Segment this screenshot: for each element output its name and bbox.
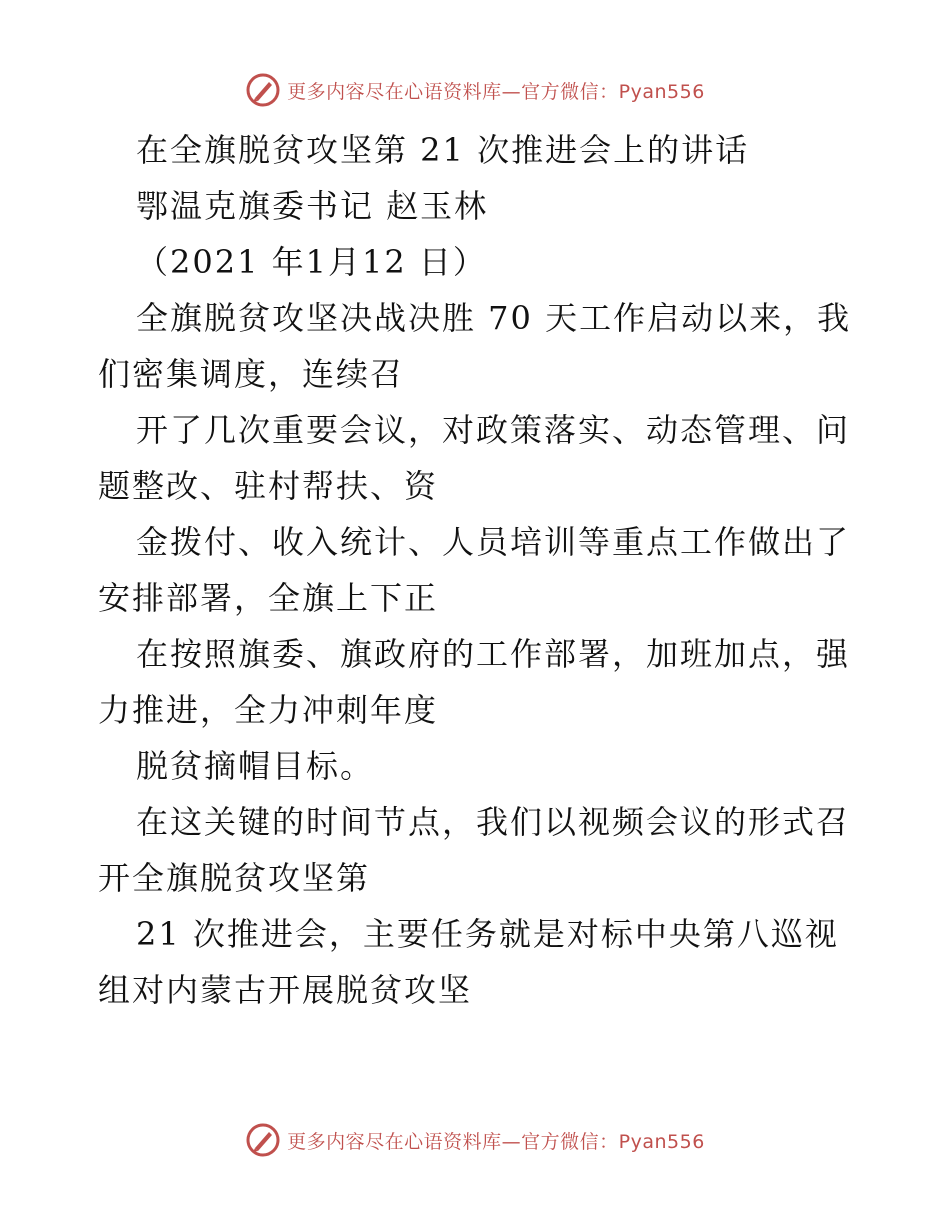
pen-logo-icon bbox=[245, 72, 281, 108]
footer-watermark bbox=[0, 1120, 950, 1160]
body-line: 力推进，全力冲刺年度 bbox=[98, 691, 439, 729]
pen-logo-icon bbox=[245, 1122, 281, 1158]
body-line: 们密集调度，连续召 bbox=[98, 355, 405, 393]
speaker-line: 鄂温克旗委书记 赵玉林 bbox=[136, 187, 489, 225]
body-line: 开全旗脱贫攻坚第 bbox=[98, 859, 371, 897]
body-line: 脱贫摘帽目标。 bbox=[136, 747, 375, 785]
header-watermark-text: 更多内容尽在心语资料库—官方微信：Pyan556 bbox=[287, 80, 705, 103]
body-line: 21 次推进会，主要任务就是对标中央第八巡视 bbox=[136, 915, 839, 953]
body-line: 开了几次重要会议，对政策落实、动态管理、问 bbox=[136, 411, 851, 449]
date-line: （2021 年1月12 日） bbox=[136, 243, 487, 281]
body-line: 题整改、驻村帮扶、资 bbox=[98, 467, 439, 505]
footer-watermark-text: 更多内容尽在心语资料库—官方微信：Pyan556 bbox=[287, 1130, 705, 1153]
body-line: 组对内蒙古开展脱贫攻坚 bbox=[98, 971, 473, 1009]
document-body bbox=[98, 122, 858, 1018]
body-line: 安排部署，全旗上下正 bbox=[98, 579, 439, 617]
speech-title: 在全旗脱贫攻坚第 21 次推进会上的讲话 bbox=[136, 131, 750, 169]
body-line: 全旗脱贫攻坚决战决胜 70 天工作启动以来，我 bbox=[136, 299, 852, 337]
body-line: 在按照旗委、旗政府的工作部署，加班加点，强 bbox=[136, 635, 851, 673]
body-line: 在这关键的时间节点，我们以视频会议的形式召 bbox=[136, 803, 851, 841]
body-line: 金拨付、收入统计、人员培训等重点工作做出了 bbox=[136, 523, 851, 561]
header-watermark bbox=[0, 70, 950, 110]
